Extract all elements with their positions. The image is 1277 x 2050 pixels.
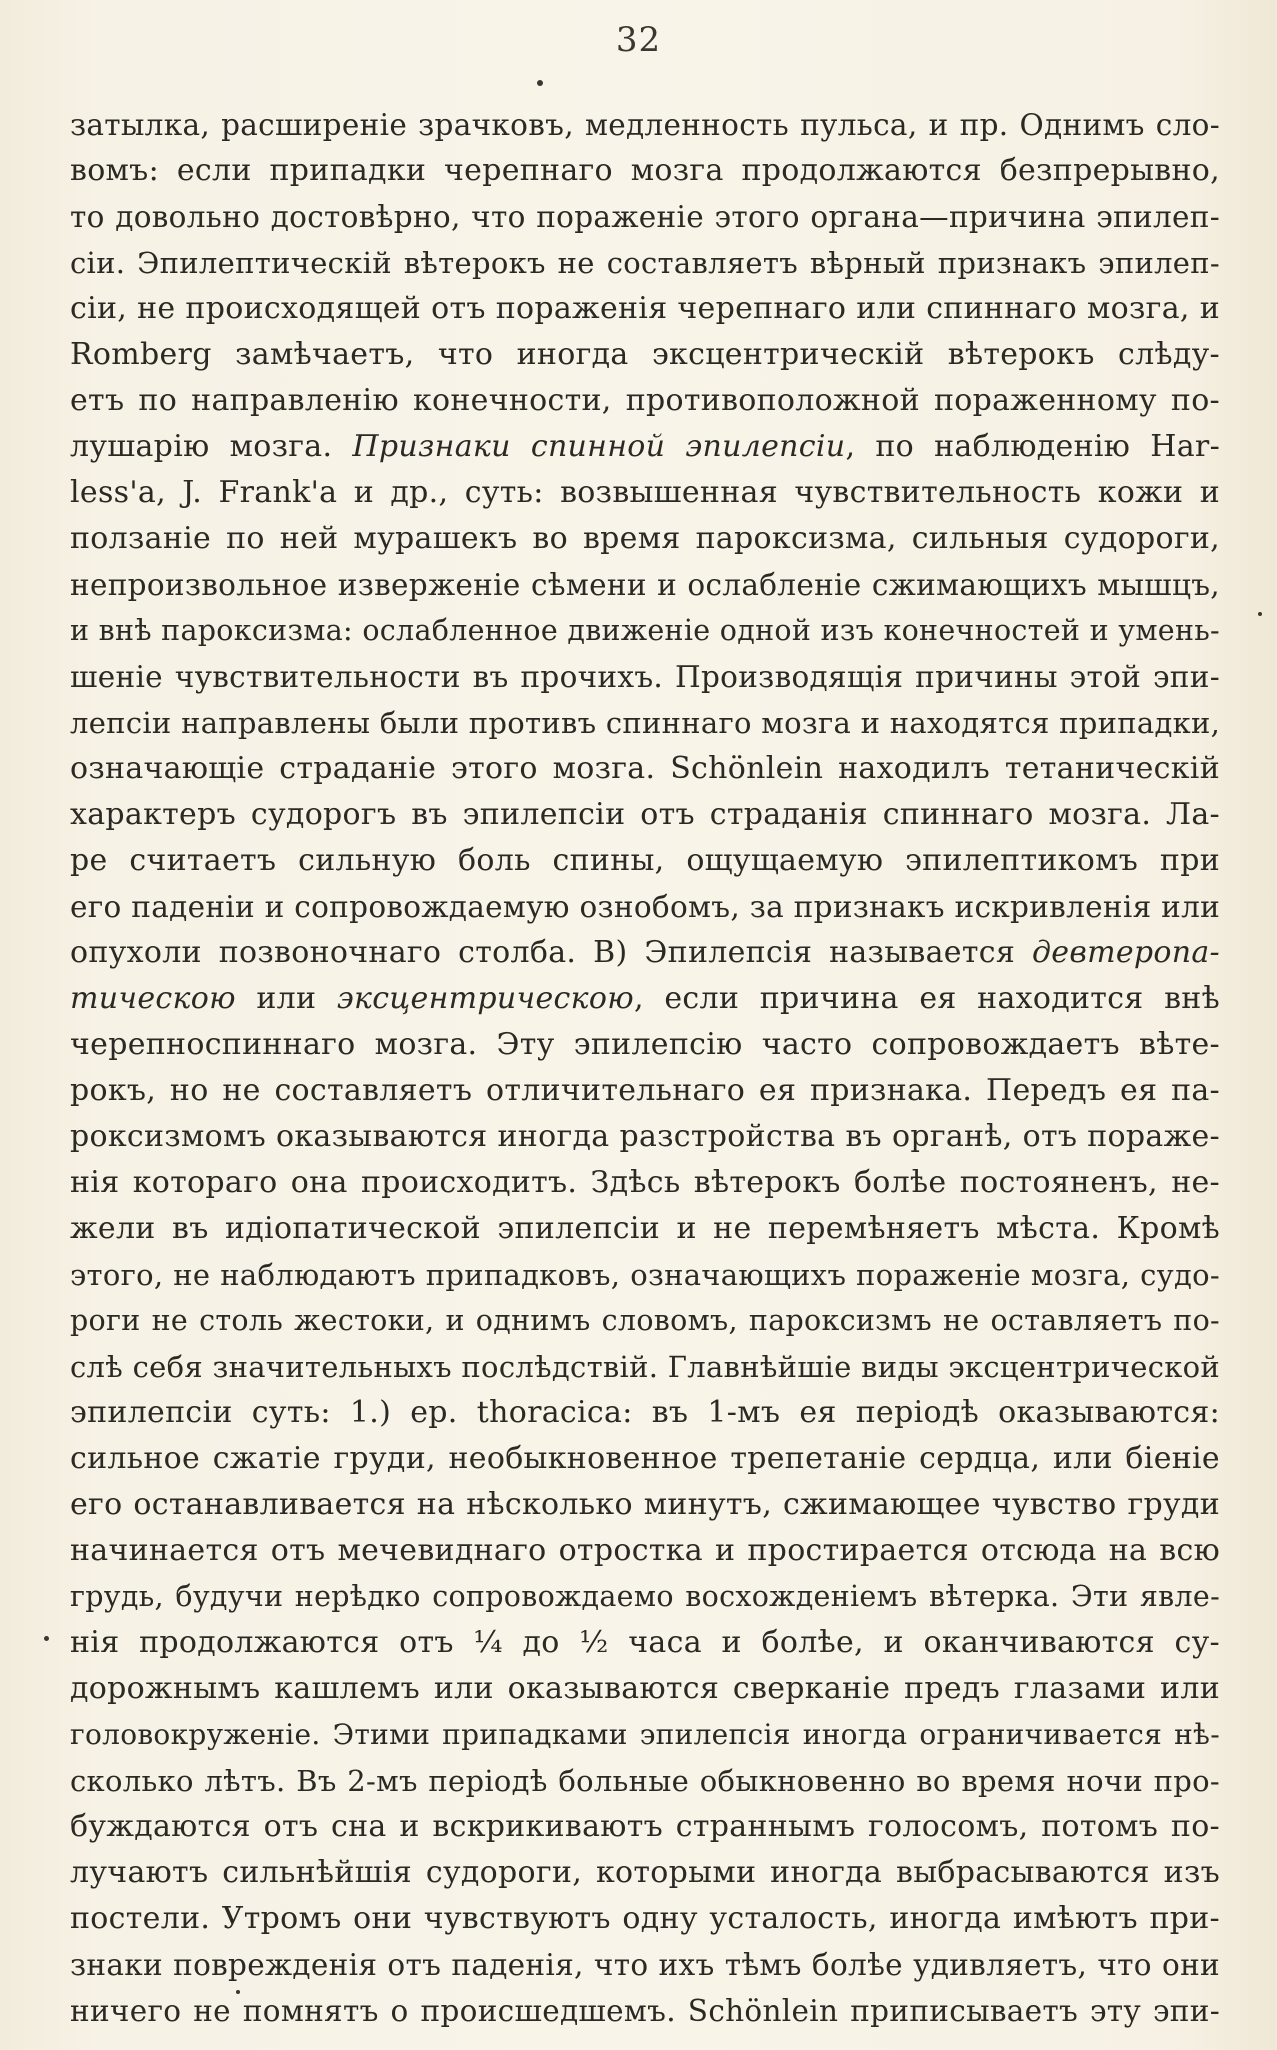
text-segment: или — [235, 981, 337, 1016]
text-segment: непроизвольное изверженіе сѣмени и ослабленіе сжимающихъ мышцъ, — [70, 568, 1220, 602]
ink-speck — [236, 1990, 240, 1994]
text-line — [70, 1850, 1220, 1896]
text-segment: его останавливается на нѣсколько минутъ, сжимающее чувство груди — [70, 1487, 1220, 1522]
text-segment: начинается отъ мечевиднаго отростка и простирается отсюда на всю — [70, 1533, 1220, 1568]
text-line — [70, 148, 1220, 194]
text-segment: головокруженіе. Этими припадками эпилепсія иногда ограничивается нѣ- — [70, 1718, 1220, 1751]
body-text — [70, 102, 1220, 2034]
text-line — [70, 102, 1220, 148]
text-segment: затылка, расширеніе зрачковъ, медленность пульса, и пр. Однимъ сло- — [70, 108, 1220, 142]
text-segment: шеніе чувствительности въ прочихъ. Производящія причины этой эпи- — [70, 660, 1220, 694]
text-line — [70, 884, 1220, 930]
text-segment: рокъ, но не составляетъ отличительнаго ея признака. Передъ ея па- — [70, 1073, 1220, 1108]
text-segment: знаки поврежденія отъ паденія, что ихъ тѣмъ болѣе удивляетъ, что они — [70, 1948, 1220, 1982]
text-segment: Romberg замѣчаетъ, что иногда эксцентрическій вѣтерокъ слѣду- — [70, 337, 1220, 372]
text-segment: характеръ судорогъ въ эпилепсіи отъ страданія спиннаго мозга. Ла- — [70, 797, 1220, 832]
italic-phrase: Признаки спинной эпилепсіи — [352, 429, 846, 464]
text-line — [70, 1252, 1220, 1298]
text-line — [70, 1114, 1220, 1160]
text-line — [70, 1666, 1220, 1712]
text-segment: лепсіи направлены были противъ спиннаго мозга и находятся припадки, — [70, 706, 1220, 740]
text-segment: лучаютъ сильнѣйшія судороги, которыми иногда выбрасываются изъ — [70, 1855, 1220, 1890]
text-segment: черепноспиннаго мозга. Эту эпилепсію часто сопровождаетъ вѣте- — [70, 1027, 1220, 1062]
text-line — [70, 194, 1220, 240]
text-segment: постели. Утромъ они чувствуютъ одну усталость, иногда имѣютъ при- — [70, 1901, 1220, 1936]
text-segment: и внѣ пароксизма: ослабленное движеніе одной изъ конечностей и умень- — [70, 614, 1220, 647]
text-line — [70, 424, 1220, 470]
text-segment: означающіе страданіе этого мозга. Schönlein находилъ тетаническій — [70, 751, 1220, 786]
text-segment: слѣ себя значительныхъ послѣдствій. Главнѣйшіе виды эксцентрической — [70, 1350, 1220, 1384]
text-segment: нія продолжаются отъ ¼ до ½ часа и болѣе, и оканчиваются су- — [70, 1625, 1220, 1660]
text-segment: етъ по направленію конечности, противоположной пораженному по- — [70, 383, 1220, 418]
text-segment: его паденіи и сопровождаемую ознобомъ, за признакъ искривленія или — [70, 890, 1220, 924]
text-line — [70, 700, 1220, 746]
text-line — [70, 1758, 1220, 1804]
text-line — [70, 746, 1220, 792]
italic-phrase: тическою — [70, 981, 236, 1016]
text-segment: сколько лѣтъ. Въ 2-мъ періодѣ больные обыкновенно во время ночи про- — [70, 1764, 1220, 1798]
text-line — [70, 792, 1220, 838]
text-segment: ничего не помнятъ о происшедшемъ. Schönlein приписываетъ эту эпи- — [70, 1994, 1220, 2028]
text-line — [70, 240, 1220, 286]
italic-phrase: эксцентрическою — [336, 981, 634, 1016]
text-line — [70, 516, 1220, 562]
ink-speck — [44, 1636, 49, 1641]
text-segment: вомъ: если припадки черепнаго мозга продолжаются безпрерывно, — [70, 153, 1220, 188]
page-number: 32 — [615, 20, 662, 60]
text-segment: сіи. Эпилептическій вѣтерокъ не составляетъ вѣрный признакъ эпилеп- — [70, 246, 1220, 280]
text-segment: лушарію мозга. — [70, 429, 353, 464]
text-line — [70, 562, 1220, 608]
text-segment: роксизмомъ оказываются иногда разстройства въ органѣ, отъ пораже- — [70, 1119, 1220, 1154]
text-segment: дорожнымъ кашлемъ или оказываются сверканіе предъ глазами или — [70, 1671, 1220, 1706]
text-segment: сіи, не происходящей отъ пораженія черепнаго или спиннаго мозга, и — [70, 291, 1220, 326]
text-segment: , по наблюденію Har- — [845, 429, 1220, 464]
text-line — [70, 1574, 1220, 1620]
text-line — [70, 1390, 1220, 1436]
ink-speck — [1258, 612, 1262, 616]
text-line — [70, 1482, 1220, 1528]
text-line — [70, 976, 1220, 1022]
text-segment: нія котораго она происходитъ. Здѣсь вѣтерокъ болѣе постояненъ, не- — [70, 1165, 1220, 1200]
text-line — [70, 1804, 1220, 1850]
text-segment: ре считаетъ сильную боль спины, ощущаемую эпилептикомъ при — [70, 843, 1220, 878]
text-segment: жели въ идіопатической эпилепсіи и не перемѣняетъ мѣста. Кромѣ — [70, 1211, 1220, 1246]
text-line — [70, 930, 1220, 976]
text-segment: опухоли позвоночнаго столба. B) Эпилепсія называется — [70, 935, 1032, 970]
text-line — [70, 1620, 1220, 1666]
text-line — [70, 1528, 1220, 1574]
text-segment: less'а, J. Frank'а и др., суть: возвышенная чувствительность кожи и — [70, 475, 1220, 510]
text-line — [70, 378, 1220, 424]
text-segment: роги не столь жестоки, и однимъ словомъ, пароксизмъ не оставляетъ по- — [70, 1304, 1220, 1337]
text-segment: этого, не наблюдаютъ припадковъ, означающихъ пораженіе мозга, судо- — [70, 1258, 1220, 1292]
text-segment: , если причина ея находится внѣ — [633, 981, 1220, 1016]
text-line — [70, 286, 1220, 332]
text-segment: ползаніе по ней мурашекъ во время пароксизма, сильныя судороги, — [70, 521, 1220, 556]
text-line — [70, 654, 1220, 700]
text-segment: эпилепсіи суть: 1.) ep. thoracica: въ 1-мъ ея періодѣ оказываются: — [70, 1395, 1220, 1430]
text-line — [70, 1988, 1220, 2034]
text-line — [70, 1344, 1220, 1390]
text-line — [70, 1942, 1220, 1988]
text-line — [70, 838, 1220, 884]
text-line — [70, 1068, 1220, 1114]
text-segment: то довольно достовѣрно, что пораженіе этого органа—причина эпилеп- — [70, 200, 1220, 234]
text-line — [70, 1298, 1220, 1344]
text-line — [70, 1206, 1220, 1252]
ink-speck — [537, 80, 543, 86]
text-segment: буждаются отъ сна и вскрикиваютъ страннымъ голосомъ, потомъ по- — [70, 1809, 1220, 1844]
text-line — [70, 1436, 1220, 1482]
text-line — [70, 1896, 1220, 1942]
text-line — [70, 1160, 1220, 1206]
text-line — [70, 1022, 1220, 1068]
text-segment: грудь, будучи нерѣдко сопровождаемо восхожденіемъ вѣтерка. Эти явле- — [70, 1580, 1220, 1613]
text-line — [70, 1712, 1220, 1758]
text-line — [70, 608, 1220, 654]
text-line — [70, 332, 1220, 378]
text-line — [70, 470, 1220, 516]
italic-phrase: девтеропа- — [1031, 935, 1220, 970]
text-segment: сильное сжатіе груди, необыкновенное трепетаніе сердца, или біеніе — [70, 1441, 1220, 1476]
